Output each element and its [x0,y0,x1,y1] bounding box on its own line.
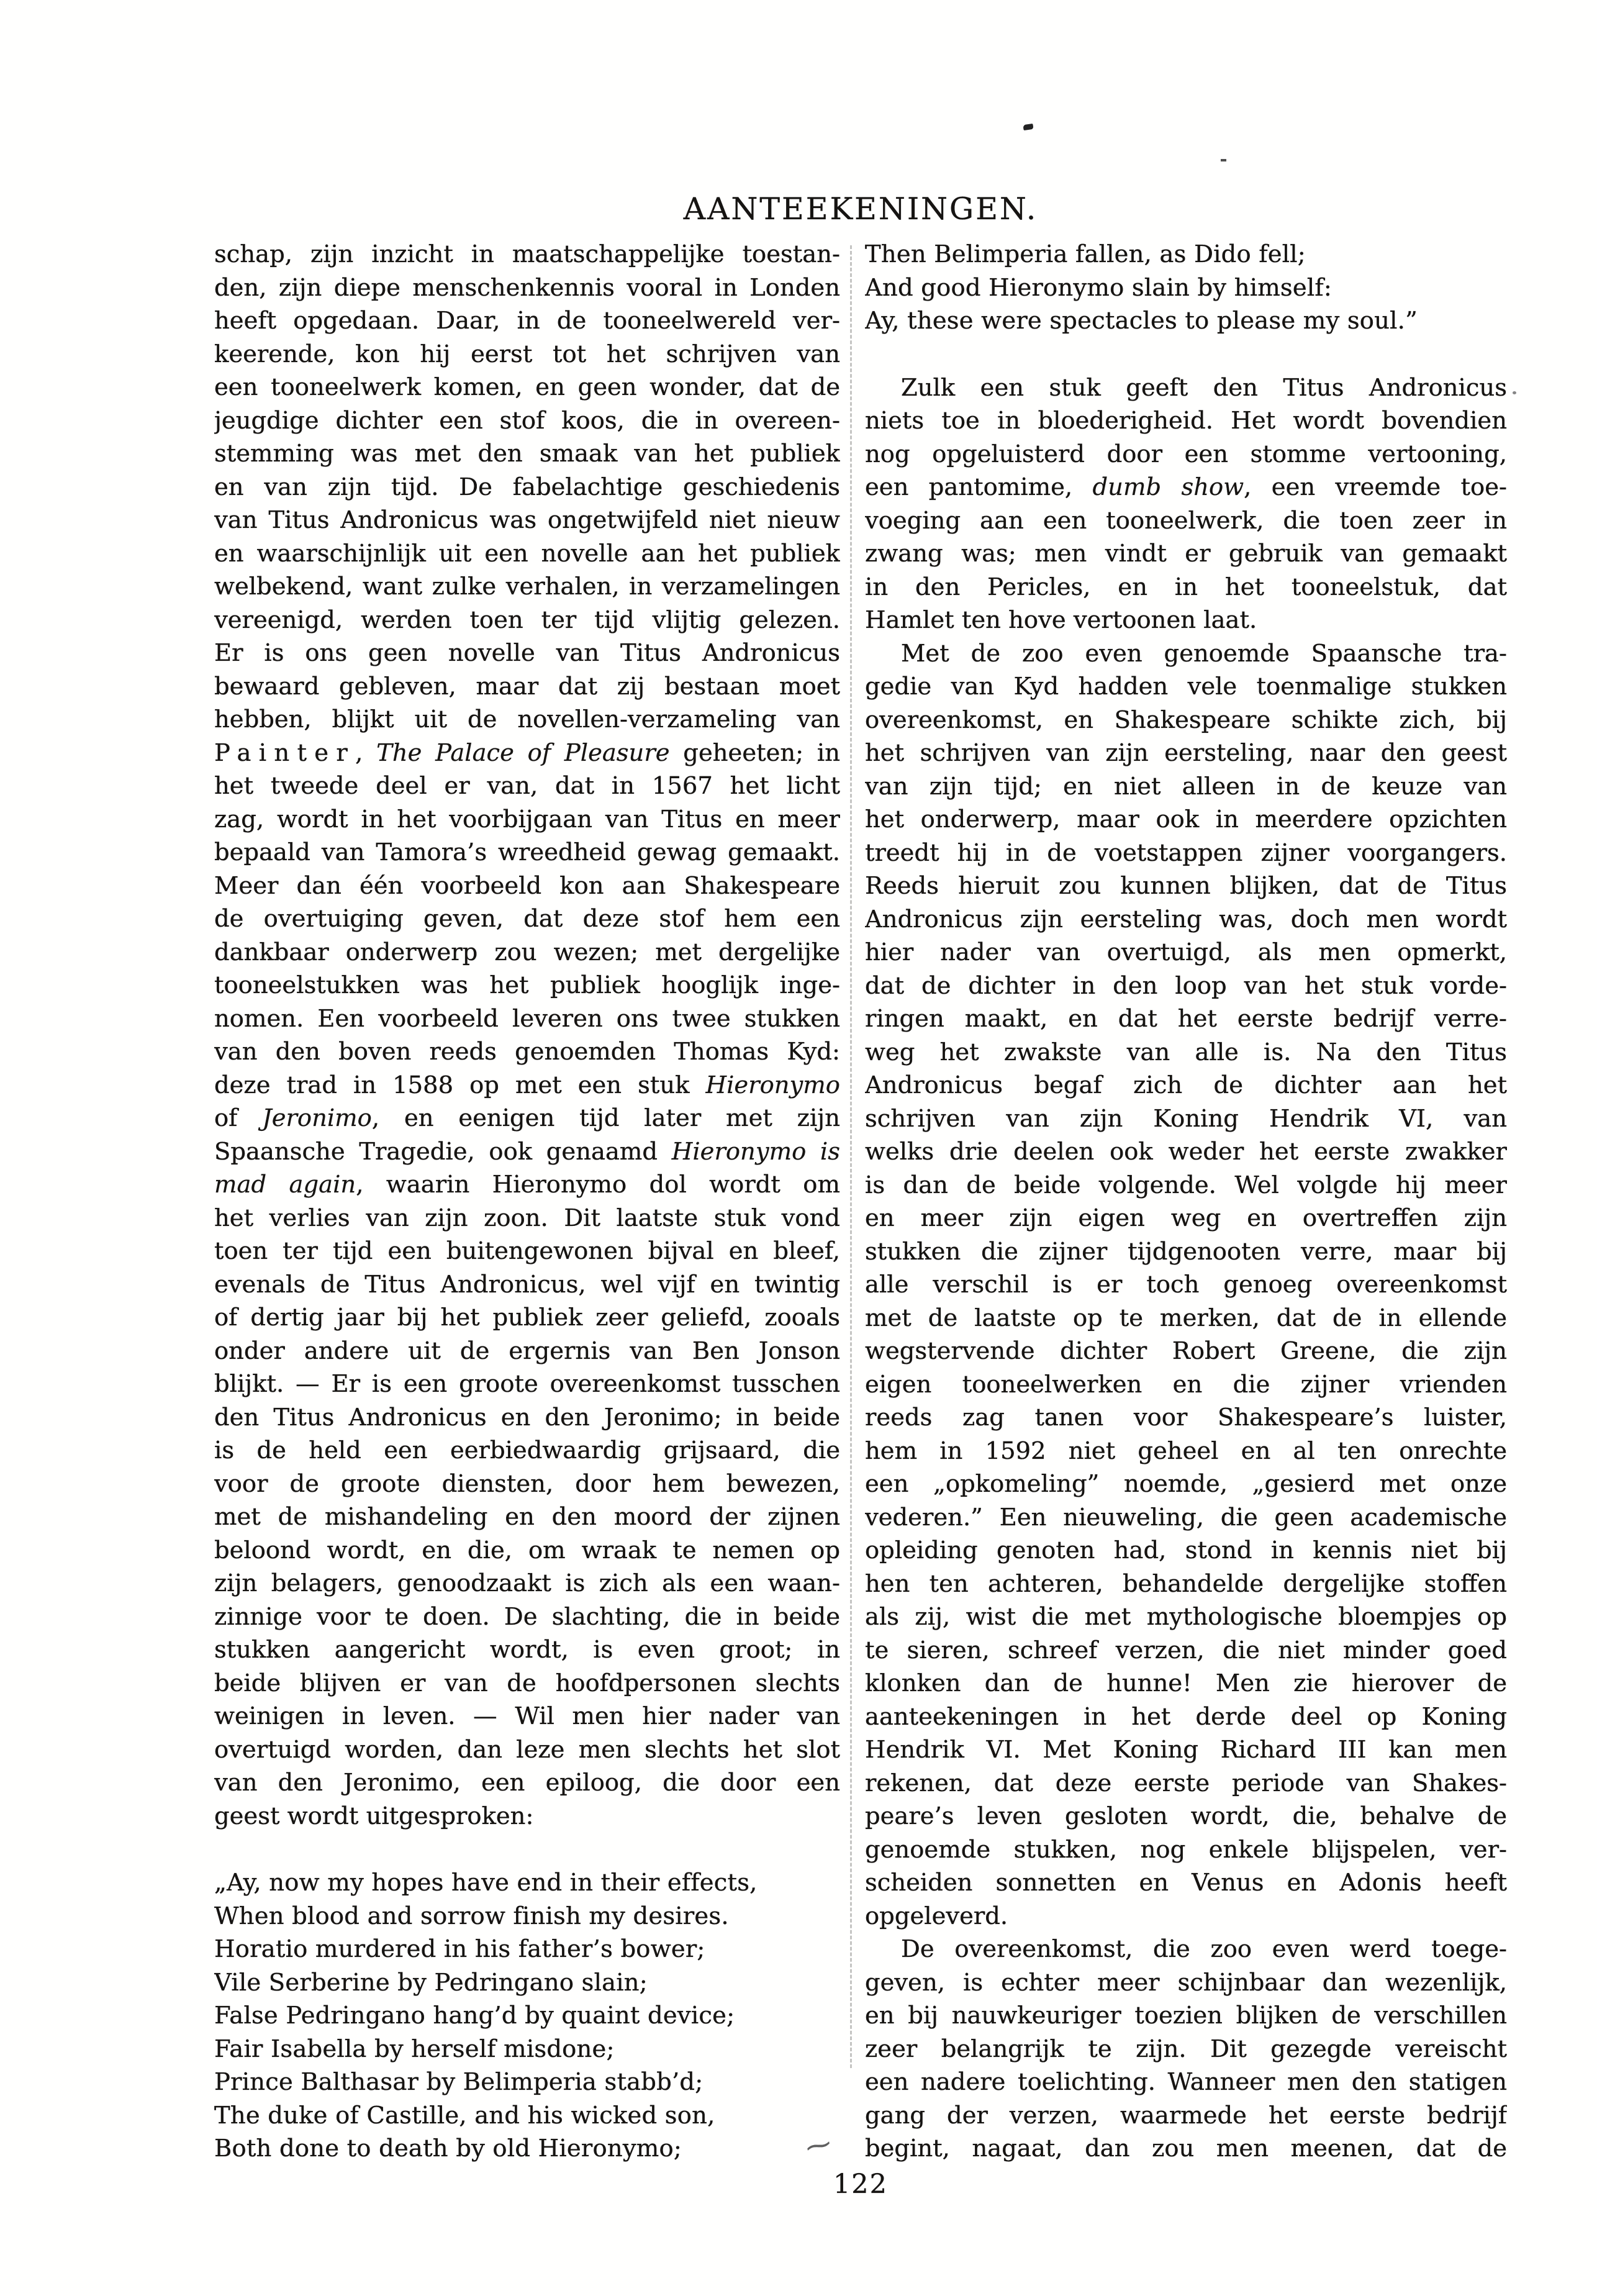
text-line: schap, zijn inzicht in maatschappelijke toestan- [214,240,840,268]
verse-block [214,1866,840,2166]
text-line: heeft opgedaan. Daar, in de tooneelwereld ver- [214,307,840,335]
text-line: geven, is echter meer schijnbaar dan wezenlijk, [865,1968,1507,1997]
text-line: False Pedringano hang’d by quaint device; [214,2002,735,2030]
text-line: voeging aan een tooneelwerk, die toen zeer in [865,506,1507,535]
text-line: Painter, The Palace of Pleasure geheeten; in [214,738,840,767]
text-line: een pantomime, dumb show, een vreemde toe- [865,473,1507,501]
right-column [865,238,1507,2166]
text-line: opleiding genoten had, stond in kennis niet bij [865,1536,1507,1564]
text-line: Then Belimperia fallen, as Dido fell; [865,240,1306,268]
text-line: jeugdige dichter een stof koos, die in overeen- [214,406,840,435]
text-line: geest wordt uitgesproken: [214,1802,534,1830]
text-line: het onderwerp, maar ook in meerdere opzichten [865,805,1507,833]
text-line: When blood and sorrow finish my desires. [214,1902,729,1930]
text-line: genoemde stukken, nog enkele blijspelen, ver- [865,1835,1507,1864]
text-line: een „opkomeling” noemde, „gesierd met onze [865,1470,1507,1498]
text-line: Er is ons geen novelle van Titus Andronicus [214,639,840,667]
text-line: hen ten achteren, behandelde dergelijke stoffen [865,1569,1507,1598]
text-line: nomen. Een voorbeeld leveren ons twee stukken [214,1004,840,1033]
text-line: weg het zwakste van alle is. Na den Titus [865,1038,1507,1066]
text-line: en van zijn tijd. De fabelachtige geschiedenis [214,473,840,501]
text-line: het schrijven van zijn eersteling, naar den geest [865,739,1507,767]
text-line: opgeleverd. [865,1902,1008,1930]
text-line: De overeenkomst, die zoo even werd toege- [901,1935,1507,1963]
text-line: en meer zijn eigen weg en overtreffen zijn [865,1204,1507,1232]
text-line: tooneelstukken was het publiek hooglijk inge- [214,971,840,999]
text-line: stukken die zijner tijdgenooten verre, maar bij [865,1237,1507,1266]
page-title: AANTEEKENINGEN. [683,191,1038,227]
text-line: gang der verzen, waarmede het eerste bedrijf [865,2101,1507,2130]
text-line: is de held een eerbiedwaardig grijsaard, die [214,1436,840,1464]
text-line: Reeds hieruit zou kunnen blijken, dat de Titus [865,872,1507,900]
text-line: keerende, kon hij eerst tot het schrijven van [214,340,840,368]
text-line: Meer dan één voorbeeld kon aan Shakespeare [214,871,840,900]
text-line: klonken dan de hunne! Men zie hierover de [865,1669,1507,1697]
text-line: welbekend, want zulke verhalen, in verzamelingen [214,573,840,601]
text-line: gedie van Kyd hadden vele toenmalige stukken [865,673,1507,701]
text-line: Spaansche Tragedie, ook genaamd Hieronymo is [214,1137,840,1166]
text-line: wegstervende dichter Robert Greene, die zijn [865,1337,1507,1365]
text-line: hem in 1592 niet geheel en al ten onrechte [865,1436,1507,1465]
text-line: The duke of Castille, and his wicked son, [214,2101,715,2130]
text-line: ringen maakt, en dat het eerste bedrijf verre- [865,1005,1507,1033]
text-line: toen ter tijd een buitengewonen bijval en bleef, [214,1237,840,1265]
text-line: van Titus Andronicus was ongetwijfeld niet nieuw [214,506,840,534]
text-line: overtuigd worden, dan leze men slechts het slot [214,1735,840,1764]
letterspaced-word: Painter [214,738,356,767]
verse-block [865,238,1507,338]
text-line: „Ay, now my hopes have end in their effects, [214,1869,758,1897]
paragraph-block [865,371,1507,637]
text-line: vederen.” Een nieuweling, die geen academische [865,1503,1507,1531]
text-line: peare’s leven gesloten wordt, die, behalve de [865,1802,1507,1830]
text-line: vereenigd, werden toen ter tijd vlijtig gelezen. [214,606,840,634]
text-line: het verlies van zijn zoon. Dit laatste stuk vond [214,1204,840,1232]
text-line: zinnige voor te doen. De slachting, die in beide [214,1602,840,1631]
text-line: zag, wordt in het voorbijgaan van Titus en meer [214,805,840,833]
text-line: welks drie deelen ook weder het eerste zwakker [865,1138,1507,1166]
text-line: eigen tooneelwerken en die zijner vrienden [865,1370,1507,1399]
text-line: van zijn tijd; en niet alleen in de keuze van [865,772,1507,801]
text-line: Ay, these were spectacles to please my soul.” [865,307,1418,335]
text-line: de overtuiging geven, dat deze stof hem een [214,905,840,933]
text-line: Prince Balthasar by Belimperia stabb’d; [214,2068,703,2096]
text-line: niets toe in bloederigheid. Het wordt bovendien [865,407,1507,435]
text-line: is dan de beide volgende. Wel volgde hij meer [865,1171,1507,1199]
text-line: aanteekeningen in het derde deel op Koning [865,1702,1507,1731]
text-line: en bij nauwkeuriger toezien blijken de verschillen [865,2002,1507,2030]
text-line: te sieren, schreef verzen, die niet minder goed [865,1636,1507,1664]
text-line: Both done to death by old Hieronymo; [214,2135,682,2162]
text-line: dankbaar onderwerp zou wezen; met dergelijke [214,938,840,966]
text-line: weinigen in leven. — Wil men hier nader van [214,1702,840,1730]
page-number: 122 [833,2169,889,2200]
text-line: mad again, waarin Hieronymo dol wordt om [214,1171,840,1199]
text-line: beloond wordt, en die, om wraak te nemen op [214,1536,840,1564]
text-line: zeer belangrijk te zijn. Dit gezegde vereischt [865,2035,1507,2063]
text-line: als zij, wist die met mythologische bloempjes op [865,1603,1507,1631]
text-line: zwang was; men vindt er gebruik van gemaakt [865,540,1507,568]
text-line: begint, nagaat, dan zou men meenen, dat de [865,2135,1507,2162]
text-line: Hamlet ten hove vertoonen laat. [865,606,1257,634]
paragraph-block [865,637,1507,1933]
text-line: een tooneelwerk komen, en geen wonder, dat de [214,373,840,401]
text-line: treedt hij in de voetstappen zijner voorgangers. [865,838,1507,867]
text-line: scheiden sonnetten en Venus en Adonis heeft [865,1869,1507,1897]
text-line: blijkt. — Er is een groote overeenkomst tusschen [214,1370,840,1398]
text-line: Met de zoo even genoemde Spaansche tra- [901,639,1507,668]
left-column [214,238,840,2166]
paragraph-block [214,238,840,1833]
scan-dash-artifact [1221,159,1226,161]
text-line: evenals de Titus Andronicus, wel vijf en twintig [214,1270,840,1299]
text-line: met de mishandeling en den moord der zijnen [214,1503,840,1531]
ink-blot-artifact [1023,124,1033,130]
text-line: nog opgeluisterd door een stomme vertooning, [865,440,1507,468]
text-line: en waarschijnlijk uit een novelle aan het publiek [214,539,840,568]
text-line: rekenen, dat deze eerste periode van Shakes- [865,1769,1507,1797]
text-line: Hendrik VI. Met Koning Richard III kan men [865,1736,1507,1764]
text-line: Zulk een stuk geeft den Titus Andronicus [901,373,1507,402]
text-line: bewaard gebleven, maar dat zij bestaan moet [214,672,840,701]
text-line: met de laatste op te merken, dat de in ellende [865,1304,1507,1332]
text-line: of Jeronimo, en eenigen tijd later met zijn [214,1104,840,1132]
text-line: den, zijn diepe menschenkennis vooral in Londen [214,273,840,302]
text-line: beide blijven er van de hoofdpersonen slechts [214,1669,840,1697]
text-line: alle verschil is er toch genoeg overeenkomst [865,1271,1507,1299]
text-line: hier nader van overtuigd, als men opmerkt, [865,938,1507,966]
text-line: reeds zag tanen voor Shakespeare’s luister, [865,1404,1507,1432]
text-line: den Titus Andronicus en den Jeronimo; in beide [214,1403,840,1432]
text-line: dat de dichter in den loop van het stuk vorde- [865,971,1507,1000]
text-line: of dertig jaar bij het publiek zeer geliefd, zooals [214,1304,840,1332]
text-line: Horatio murdered in his father’s bower; [214,1935,705,1963]
text-line: bepaald van Tamora’s wreedheid gewag gemaakt. [214,838,840,866]
text-line: voor de groote diensten, door hem bewezen, [214,1469,840,1498]
text-line: Vile Serberine by Pedringano slain; [214,1968,648,1997]
text-line: schrijven van zijn Koning Hendrik VI, van [865,1104,1507,1133]
text-line: And good Hieronymo slain by himself: [865,273,1332,302]
text-line: het tweede deel er van, dat in 1567 het licht [214,772,840,800]
text-line: van den Jeronimo, een epiloog, die door een [214,1769,840,1797]
text-line: onder andere uit de ergernis van Ben Jonson [214,1336,840,1365]
text-line: Andronicus begaf zich de dichter aan het [865,1071,1507,1099]
text-line: stukken aangericht wordt, is even groot; in [214,1636,840,1664]
text-line: een nadere toelichting. Wanneer men den statigen [865,2068,1507,2096]
text-line: Fair Isabella by herself misdone; [214,2035,615,2063]
paragraph-block [865,1933,1507,2166]
text-line: deze trad in 1588 op met een stuk Hieronymo [214,1071,840,1099]
text-columns [214,238,1507,2166]
scan-tilde-artifact: ⁓ [803,2129,834,2162]
text-line: Andronicus zijn eersteling was, doch men wordt [865,905,1507,933]
text-line: overeenkomst, en Shakespeare schikte zich, bij [865,706,1507,734]
text-line: van den boven reeds genoemden Thomas Kyd: [214,1038,840,1066]
text-line: hebben, blijkt uit de novellen-verzameling van [214,706,840,733]
scan-dot-artifact [1513,391,1516,394]
text-line: stemming was met den smaak van het publiek [214,440,840,468]
text-line: in den Pericles, en in het tooneelstuk, dat [865,573,1507,601]
text-line: zijn belagers, genoodzaakt is zich als een waan- [214,1569,840,1597]
